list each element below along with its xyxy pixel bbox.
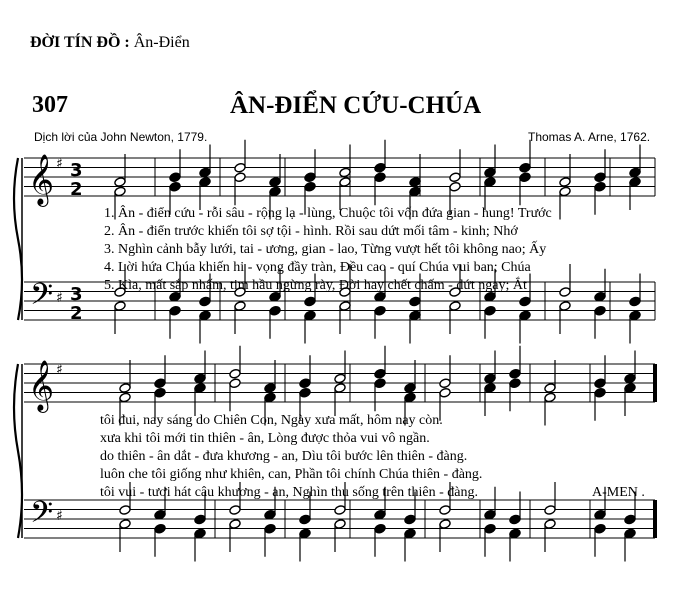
bass-note-head (544, 519, 556, 530)
treble-note-head (624, 373, 636, 384)
bass-note-head (119, 519, 131, 530)
bass-note-head (594, 509, 606, 520)
bass-note-head (119, 505, 131, 516)
treble-note-head (234, 162, 246, 173)
treble-note-head (629, 177, 641, 188)
key-signature-sharp-icon: ♯ (56, 362, 63, 378)
bass-note-head (339, 301, 351, 312)
bass-note-head (229, 505, 241, 516)
key-signature-sharp-icon: ♯ (56, 290, 63, 306)
verse-line: xưa khi tôi mới tin thiên - ân, Lòng được thỏa vui vô ngần. (100, 431, 430, 446)
treble-note-head (624, 383, 636, 394)
treble-note-head (594, 387, 606, 398)
treble-note-head (404, 392, 416, 403)
bass-note-head (374, 509, 386, 520)
treble-note-head (299, 387, 311, 398)
treble-note-head (154, 387, 166, 398)
time-signature-top: 3 (70, 284, 83, 305)
treble-note-head (439, 387, 451, 398)
verse-line: 1. Ân - điển cứu - rỗi sâu - rộng lạ - lùng, Chuộc tôi vốn đứa gian - hung! Trước (104, 206, 552, 221)
bass-note-head (519, 296, 531, 307)
treble-note-head (264, 383, 276, 394)
bass-note-head (304, 296, 316, 307)
treble-note-head (234, 172, 246, 183)
bass-note-head (264, 523, 276, 534)
treble-note-head (374, 162, 386, 173)
bass-note-head (484, 509, 496, 520)
bass-note-head (304, 310, 316, 321)
treble-note-head (194, 373, 206, 384)
treble-note-head (229, 368, 241, 379)
treble-note-head (409, 186, 421, 197)
bass-note-head (629, 296, 641, 307)
bass-note-head (229, 519, 241, 530)
treble-note-head (509, 378, 521, 389)
bass-note-head (194, 514, 206, 525)
treble-note-head (264, 392, 276, 403)
treble-note-head (339, 167, 351, 178)
treble-note-head (154, 378, 166, 389)
treble-note-head (519, 172, 531, 183)
bass-note-head (334, 505, 346, 516)
bass-note-head (269, 305, 281, 316)
treble-note-head (304, 172, 316, 183)
bass-note-head (404, 528, 416, 539)
bass-note-head (624, 528, 636, 539)
bass-note-head (509, 514, 521, 525)
treble-note-head (169, 172, 181, 183)
treble-note-head (114, 186, 126, 197)
bass-note-head (559, 301, 571, 312)
treble-note-head (339, 177, 351, 188)
system-2-brace (14, 364, 22, 538)
treble-note-head (449, 181, 461, 192)
verse-line: 2. Ân - điển trước khiến tôi sợ tội - hình. Rồi sau dứt mối tâm - kinh; Nhớ (104, 224, 518, 239)
bass-note-head (484, 305, 496, 316)
treble-note-head (484, 373, 496, 384)
treble-note-head (544, 392, 556, 403)
time-signature-top: 3 (70, 160, 83, 181)
bass-note-head (624, 514, 636, 525)
bass-note-head (264, 509, 276, 520)
treble-note-head (559, 186, 571, 197)
bass-note-head (299, 528, 311, 539)
bass-note-head (194, 528, 206, 539)
bass-clef-icon: 𝄢 (30, 496, 54, 537)
hymn-number: 307 (32, 92, 68, 118)
treble-note-head (169, 181, 181, 192)
hymn-title: ÂN-ĐIỂN CỨU-CHÚA (230, 92, 482, 119)
treble-note-head (199, 167, 211, 178)
treble-note-head (199, 177, 211, 188)
treble-clef-icon: 𝄞 (28, 360, 55, 411)
bass-note-head (334, 519, 346, 530)
treble-note-head (439, 378, 451, 389)
verse-line: 3. Nghìn cảnh bẫy lưới, tai - ương, gian - lao, Từng vượt hết tôi không nao; Ấy (104, 242, 547, 257)
treble-note-head (484, 383, 496, 394)
bass-note-head (199, 310, 211, 321)
treble-note-head (559, 177, 571, 188)
treble-note-head (519, 162, 531, 173)
bass-note-head (519, 310, 531, 321)
key-signature-sharp-icon: ♯ (56, 156, 63, 172)
treble-note-head (304, 181, 316, 192)
treble-note-head (299, 378, 311, 389)
treble-note-head (194, 383, 206, 394)
treble-note-head (119, 383, 131, 394)
amen-text: A-MEN . (592, 485, 645, 500)
treble-note-head (404, 383, 416, 394)
treble-clef-icon: 𝄞 (28, 154, 55, 205)
section-value: Ân-Điển (133, 34, 190, 51)
composer-credit: Thomas A. Arne, 1762. (528, 130, 651, 144)
treble-note-head (409, 177, 421, 188)
treble-note-head (594, 378, 606, 389)
bass-note-head (594, 305, 606, 316)
treble-note-head (449, 172, 461, 183)
bass-note-head (374, 523, 386, 534)
bass-note-head (374, 305, 386, 316)
bass-note-head (544, 505, 556, 516)
key-signature-sharp-icon: ♯ (56, 508, 63, 524)
bass-note-head (449, 301, 461, 312)
time-signature-bottom: 2 (70, 179, 83, 200)
treble-note-head (229, 378, 241, 389)
bass-note-head (234, 301, 246, 312)
bass-note-head (404, 514, 416, 525)
treble-note-head (269, 177, 281, 188)
treble-note-head (334, 383, 346, 394)
bass-note-head (594, 523, 606, 534)
verse-line: 4. Lời hứa Chúa khiến hi - vọng đầy tràn, Đều cao - quí Chúa vui ban; Chúa (104, 260, 531, 275)
verse-line: do thiên - ân dắt - đưa khương - an, Dìu tôi bước lên thiên - đàng. (100, 449, 468, 464)
bass-note-head (169, 305, 181, 316)
treble-note-head (509, 368, 521, 379)
treble-note-head (269, 186, 281, 197)
bass-note-head (484, 523, 496, 534)
treble-note-head (594, 172, 606, 183)
bass-note-head (154, 509, 166, 520)
treble-note-head (119, 392, 131, 403)
lyricist-credit: Dịch lời của John Newton, 1779. (34, 130, 208, 144)
treble-note-head (544, 383, 556, 394)
bass-note-head (409, 296, 421, 307)
time-signature-bottom: 2 (70, 303, 83, 324)
system-1-brace (14, 158, 22, 320)
treble-note-head (629, 167, 641, 178)
treble-note-head (594, 181, 606, 192)
bass-note-head (199, 296, 211, 307)
treble-note-head (484, 167, 496, 178)
verse-line: tôi vui - tươi hát câu khương - an, Nghìn thu sống trên thiên - đàng. (100, 485, 478, 500)
verse-line: 5. Kìa, mất sắp nhấm, tim hầu ngừng rày, Đời hay chết chấm - dứt ngay; Ắt (104, 278, 527, 293)
section-label: ĐỜI TÍN ĐỒ : (30, 34, 130, 51)
treble-note-head (114, 177, 126, 188)
treble-note-head (374, 368, 386, 379)
bass-note-head (629, 310, 641, 321)
bass-note-head (439, 505, 451, 516)
verse-line: luôn che tôi giống như khiên, can, Phần tôi chính Chúa thiên - đàng. (100, 467, 483, 482)
bass-note-head (154, 523, 166, 534)
treble-note-head (374, 172, 386, 183)
bass-clef-icon: 𝄢 (30, 278, 54, 319)
bass-note-head (559, 287, 571, 298)
treble-note-head (334, 373, 346, 384)
bass-note-head (439, 519, 451, 530)
bass-note-head (299, 514, 311, 525)
verse-line: tôi đui, nay sáng do Chiên Con, Ngày xưa mất, hôm nay còn. (100, 413, 443, 428)
treble-note-head (374, 378, 386, 389)
bass-note-head (409, 310, 421, 321)
bass-note-head (509, 528, 521, 539)
bass-note-head (594, 291, 606, 302)
treble-note-head (484, 177, 496, 188)
bass-note-head (114, 301, 126, 312)
